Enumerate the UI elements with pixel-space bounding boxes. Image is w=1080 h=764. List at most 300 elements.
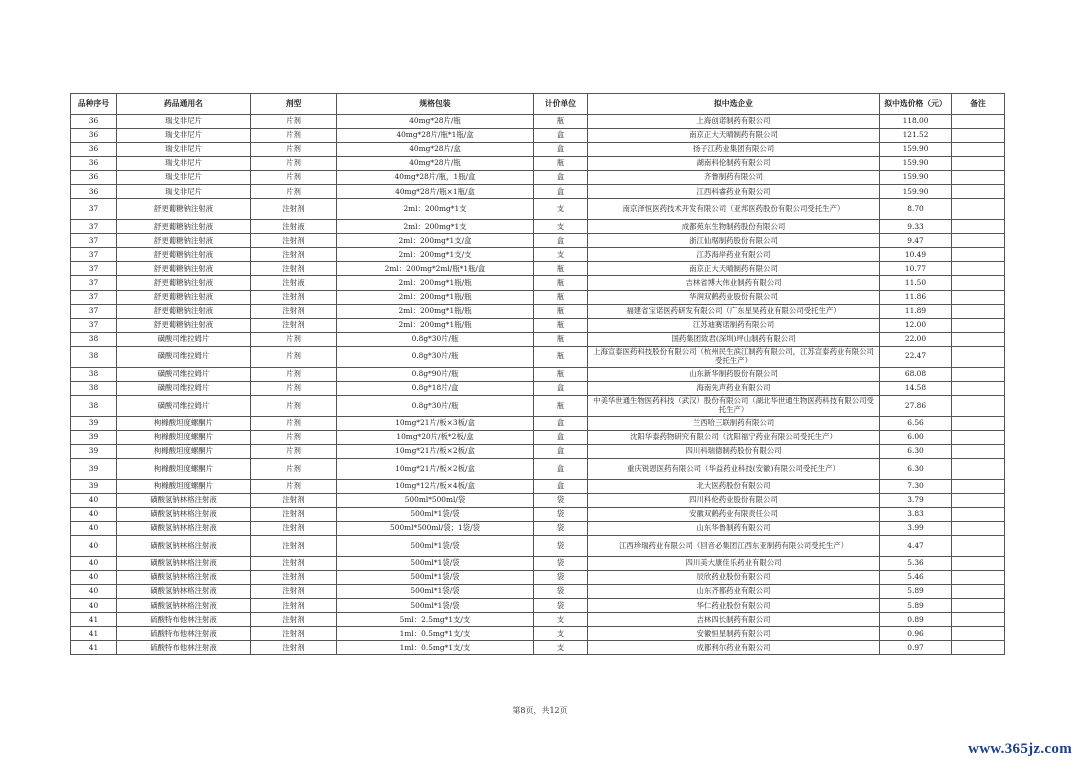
cell-unit: 盒 — [534, 143, 588, 157]
cell-dosage-form: 注射剂 — [251, 599, 337, 613]
cell-remark — [952, 346, 1005, 367]
cell-remark — [952, 129, 1005, 143]
table-row — [71, 508, 1005, 522]
cell-remark — [952, 493, 1005, 507]
cell-drug-name: 枸橼酸坦度螺酮片 — [117, 430, 251, 444]
cell-unit: 瓶 — [534, 290, 588, 304]
cell-drug-name: 硫酸特布他林注射液 — [117, 627, 251, 641]
cell-unit: 盒 — [534, 430, 588, 444]
cell-unit: 瓶 — [534, 276, 588, 290]
cell-serial: 36 — [71, 143, 117, 157]
table-body — [71, 115, 1005, 655]
cell-drug-name: 磺酸氢钠林格注射液 — [117, 585, 251, 599]
cell-price: 159.90 — [880, 143, 952, 157]
cell-dosage-form: 片剂 — [251, 416, 337, 430]
drug-price-table — [70, 93, 1005, 655]
cell-spec-package: 10mg*21片/板×3板/盒 — [337, 416, 534, 430]
cell-remark — [952, 641, 1005, 655]
header-drug-name: 药品通用名 — [117, 94, 251, 115]
cell-dosage-form: 片剂 — [251, 395, 337, 416]
cell-dosage-form: 注射剂 — [251, 557, 337, 571]
table-row — [71, 536, 1005, 557]
cell-price: 10.77 — [880, 262, 952, 276]
cell-remark — [952, 115, 1005, 129]
cell-company: 江苏海岸药业有限公司 — [588, 248, 880, 262]
header-serial: 品种序号 — [71, 94, 117, 115]
cell-unit: 袋 — [534, 508, 588, 522]
cell-spec-package: 40mg*28片/盒 — [337, 143, 534, 157]
cell-spec-package: 40mg*28片/瓶 — [337, 115, 534, 129]
table-row — [71, 143, 1005, 157]
table-row — [71, 627, 1005, 641]
cell-spec-package: 2ml：200mg*1支/盒 — [337, 234, 534, 248]
cell-drug-name: 舒更葡糖钠注射液 — [117, 262, 251, 276]
cell-unit: 支 — [534, 248, 588, 262]
cell-remark — [952, 276, 1005, 290]
cell-drug-name: 硫酸特布他林注射液 — [117, 613, 251, 627]
cell-remark — [952, 444, 1005, 458]
cell-company: 兰西哈三联制药有限公司 — [588, 416, 880, 430]
cell-serial: 37 — [71, 276, 117, 290]
cell-price: 9.33 — [880, 220, 952, 234]
cell-company: 北大医药股份有限公司 — [588, 479, 880, 493]
cell-unit: 盒 — [534, 171, 588, 185]
cell-dosage-form: 注射剂 — [251, 613, 337, 627]
cell-serial: 40 — [71, 557, 117, 571]
cell-company: 山东华鲁制药有限公司 — [588, 522, 880, 536]
cell-dosage-form: 片剂 — [251, 171, 337, 185]
cell-unit: 瓶 — [534, 304, 588, 318]
cell-price: 11.86 — [880, 290, 952, 304]
cell-price: 6.30 — [880, 444, 952, 458]
cell-drug-name: 舒更葡糖钠注射液 — [117, 220, 251, 234]
cell-remark — [952, 157, 1005, 171]
cell-spec-package: 10mg*21片/板×2板/盒 — [337, 444, 534, 458]
cell-company: 福建省宝诺医药研发有限公司（广东星昊药业有限公司受托生产） — [588, 304, 880, 318]
cell-price: 6.56 — [880, 416, 952, 430]
cell-drug-name: 瑞戈非尼片 — [117, 143, 251, 157]
cell-drug-name: 瑞戈非尼片 — [117, 115, 251, 129]
cell-drug-name: 枸橼酸坦度螺酮片 — [117, 458, 251, 479]
cell-company: 华润双鹤药业股份有限公司 — [588, 290, 880, 304]
cell-dosage-form: 注射剂 — [251, 627, 337, 641]
cell-company: 海南先声药业有限公司 — [588, 381, 880, 395]
cell-company: 重庆锐恩医药有限公司（华益药业科技(安徽)有限公司受托生产） — [588, 458, 880, 479]
cell-spec-package: 10mg*21片/板×2板/盒 — [337, 458, 534, 479]
cell-price: 4.47 — [880, 536, 952, 557]
table-row — [71, 234, 1005, 248]
cell-drug-name: 枸橼酸坦度螺酮片 — [117, 444, 251, 458]
cell-drug-name: 磺酸司维拉姆片 — [117, 395, 251, 416]
cell-spec-package: 40mg*28片/瓶*1瓶/盒 — [337, 129, 534, 143]
cell-company: 上海宣泰医药科技股份有限公司（杭州民生滨江制药有限公司，江苏宣泰药业有限公司受托生产） — [588, 346, 880, 367]
cell-price: 6.30 — [880, 458, 952, 479]
cell-serial: 40 — [71, 522, 117, 536]
table-row — [71, 416, 1005, 430]
cell-company: 南京泽恒医药技术开发有限公司（亚邦医药股份有限公司受托生产） — [588, 199, 880, 220]
cell-serial: 36 — [71, 157, 117, 171]
cell-company: 四川美大康佳乐药业有限公司 — [588, 557, 880, 571]
cell-dosage-form: 片剂 — [251, 367, 337, 381]
cell-drug-name: 枸橼酸坦度螺酮片 — [117, 479, 251, 493]
cell-unit: 瓶 — [534, 332, 588, 346]
cell-remark — [952, 522, 1005, 536]
cell-drug-name: 磺酸氢钠林格注射液 — [117, 508, 251, 522]
table-row — [71, 220, 1005, 234]
cell-price: 3.83 — [880, 508, 952, 522]
cell-price: 0.96 — [880, 627, 952, 641]
cell-drug-name: 瑞戈非尼片 — [117, 129, 251, 143]
cell-spec-package: 40mg*28片/瓶 — [337, 157, 534, 171]
cell-dosage-form: 片剂 — [251, 143, 337, 157]
table-row — [71, 129, 1005, 143]
cell-unit: 瓶 — [534, 115, 588, 129]
header-company: 拟中选企业 — [588, 94, 880, 115]
table-row — [71, 262, 1005, 276]
cell-spec-package: 500ml*1袋/袋 — [337, 536, 534, 557]
cell-spec-package: 0.8g*90片/瓶 — [337, 367, 534, 381]
table-row — [71, 585, 1005, 599]
cell-remark — [952, 248, 1005, 262]
cell-spec-package: 10mg*20片/板*2板/盒 — [337, 430, 534, 444]
cell-drug-name: 磺酸氢钠林格注射液 — [117, 599, 251, 613]
cell-remark — [952, 458, 1005, 479]
cell-price: 5.46 — [880, 571, 952, 585]
table-row — [71, 290, 1005, 304]
cell-dosage-form: 注射剂 — [251, 248, 337, 262]
cell-price: 14.58 — [880, 381, 952, 395]
cell-company: 山东新华制药股份有限公司 — [588, 367, 880, 381]
cell-serial: 41 — [71, 641, 117, 655]
cell-remark — [952, 416, 1005, 430]
cell-price: 11.50 — [880, 276, 952, 290]
cell-price: 0.89 — [880, 613, 952, 627]
cell-unit: 瓶 — [534, 262, 588, 276]
cell-remark — [952, 557, 1005, 571]
table-row — [71, 171, 1005, 185]
cell-serial: 36 — [71, 171, 117, 185]
cell-drug-name: 磺酸氢钠林格注射液 — [117, 522, 251, 536]
cell-price: 159.90 — [880, 171, 952, 185]
cell-unit: 盒 — [534, 381, 588, 395]
cell-spec-package: 40mg*28片/瓶，1瓶/盒 — [337, 171, 534, 185]
table-row — [71, 458, 1005, 479]
cell-spec-package: 2ml：200mg*1瓶/瓶 — [337, 276, 534, 290]
cell-remark — [952, 508, 1005, 522]
cell-unit: 袋 — [534, 522, 588, 536]
cell-drug-name: 舒更葡糖钠注射液 — [117, 290, 251, 304]
header-remark: 备注 — [952, 94, 1005, 115]
cell-dosage-form: 注射剂 — [251, 571, 337, 585]
cell-serial: 37 — [71, 304, 117, 318]
cell-serial: 36 — [71, 185, 117, 199]
cell-drug-name: 枸橼酸坦度螺酮片 — [117, 416, 251, 430]
cell-price: 0.97 — [880, 641, 952, 655]
cell-company: 南京正大天晴制药有限公司 — [588, 129, 880, 143]
table-row — [71, 276, 1005, 290]
cell-unit: 袋 — [534, 571, 588, 585]
cell-dosage-form: 注射剂 — [251, 199, 337, 220]
cell-dosage-form: 注射剂 — [251, 536, 337, 557]
cell-remark — [952, 571, 1005, 585]
table-row — [71, 430, 1005, 444]
table-row — [71, 185, 1005, 199]
cell-serial: 37 — [71, 199, 117, 220]
cell-serial: 37 — [71, 318, 117, 332]
cell-dosage-form: 注射剂 — [251, 234, 337, 248]
cell-serial: 41 — [71, 627, 117, 641]
cell-dosage-form: 片剂 — [251, 115, 337, 129]
cell-remark — [952, 262, 1005, 276]
cell-dosage-form: 注射液 — [251, 276, 337, 290]
cell-unit: 瓶 — [534, 395, 588, 416]
cell-dosage-form: 注射液 — [251, 220, 337, 234]
cell-remark — [952, 585, 1005, 599]
cell-price: 3.99 — [880, 522, 952, 536]
cell-price: 10.49 — [880, 248, 952, 262]
table-row — [71, 641, 1005, 655]
cell-company: 上海创诺制药有限公司 — [588, 115, 880, 129]
cell-company: 中美华世通生物医药科技（武汉）股份有限公司（湖北华世通生物医药科技有限公司受托生产） — [588, 395, 880, 416]
cell-spec-package: 2ml：200mg*1瓶/瓶 — [337, 290, 534, 304]
cell-price: 3.79 — [880, 493, 952, 507]
cell-unit: 支 — [534, 613, 588, 627]
table-row — [71, 522, 1005, 536]
cell-serial: 38 — [71, 346, 117, 367]
cell-unit: 盒 — [534, 458, 588, 479]
cell-dosage-form: 注射剂 — [251, 304, 337, 318]
cell-company: 江西珍瑞药业有限公司（回音必集团江西东亚制药有限公司受托生产） — [588, 536, 880, 557]
cell-unit: 盒 — [534, 416, 588, 430]
header-price: 拟中选价格（元） — [880, 94, 952, 115]
cell-company: 四川科伦药业股份有限公司 — [588, 493, 880, 507]
cell-spec-package: 500ml*500ml/袋；1袋/袋 — [337, 522, 534, 536]
cell-drug-name: 磺酸氢钠林格注射液 — [117, 536, 251, 557]
cell-serial: 38 — [71, 395, 117, 416]
cell-company: 吉林省博大伟业制药有限公司 — [588, 276, 880, 290]
cell-drug-name: 舒更葡糖钠注射液 — [117, 276, 251, 290]
cell-serial: 39 — [71, 479, 117, 493]
cell-dosage-form: 注射剂 — [251, 641, 337, 655]
table-row — [71, 557, 1005, 571]
cell-remark — [952, 367, 1005, 381]
cell-remark — [952, 613, 1005, 627]
cell-serial: 38 — [71, 367, 117, 381]
cell-price: 11.89 — [880, 304, 952, 318]
watermark: www.365jz.com — [968, 741, 1072, 757]
cell-drug-name: 瑞戈非尼片 — [117, 185, 251, 199]
cell-serial: 36 — [71, 115, 117, 129]
cell-drug-name: 磺酸司维拉姆片 — [117, 346, 251, 367]
table-row — [71, 157, 1005, 171]
cell-remark — [952, 479, 1005, 493]
cell-serial: 37 — [71, 234, 117, 248]
cell-serial: 40 — [71, 508, 117, 522]
cell-remark — [952, 220, 1005, 234]
cell-price: 118.00 — [880, 115, 952, 129]
table-row — [71, 571, 1005, 585]
cell-price: 8.70 — [880, 199, 952, 220]
cell-dosage-form: 注射剂 — [251, 318, 337, 332]
cell-dosage-form: 片剂 — [251, 430, 337, 444]
cell-company: 沈阳华泰药物研究有限公司（沈阳福宁药业有限公司受托生产） — [588, 430, 880, 444]
cell-drug-name: 磺酸司维拉姆片 — [117, 367, 251, 381]
cell-company: 齐鲁制药有限公司 — [588, 171, 880, 185]
cell-dosage-form: 片剂 — [251, 332, 337, 346]
cell-spec-package: 500ml*1袋/袋 — [337, 585, 534, 599]
cell-serial: 38 — [71, 332, 117, 346]
cell-spec-package: 0.8g*30片/瓶 — [337, 395, 534, 416]
cell-unit: 袋 — [534, 536, 588, 557]
cell-company: 江西科睿药业有限公司 — [588, 185, 880, 199]
cell-serial: 39 — [71, 430, 117, 444]
cell-company: 浙江仙琚制药股份有限公司 — [588, 234, 880, 248]
cell-unit: 袋 — [534, 493, 588, 507]
cell-dosage-form: 片剂 — [251, 157, 337, 171]
cell-price: 5.89 — [880, 585, 952, 599]
cell-price: 12.00 — [880, 318, 952, 332]
cell-drug-name: 磺酸司维拉姆片 — [117, 332, 251, 346]
cell-remark — [952, 381, 1005, 395]
table-row — [71, 318, 1005, 332]
cell-drug-name: 舒更葡糖钠注射液 — [117, 199, 251, 220]
cell-spec-package: 2ml：200mg*1支 — [337, 220, 534, 234]
table-row — [71, 613, 1005, 627]
cell-spec-package: 500ml*1袋/袋 — [337, 557, 534, 571]
cell-drug-name: 舒更葡糖钠注射液 — [117, 318, 251, 332]
table-row — [71, 381, 1005, 395]
header-dosage-form: 剂型 — [251, 94, 337, 115]
cell-price: 5.89 — [880, 599, 952, 613]
cell-price: 9.47 — [880, 234, 952, 248]
cell-dosage-form: 片剂 — [251, 381, 337, 395]
cell-serial: 40 — [71, 599, 117, 613]
cell-price: 68.08 — [880, 367, 952, 381]
cell-dosage-form: 注射剂 — [251, 493, 337, 507]
table-row — [71, 248, 1005, 262]
cell-drug-name: 舒更葡糖钠注射液 — [117, 234, 251, 248]
cell-dosage-form: 片剂 — [251, 444, 337, 458]
cell-unit: 盒 — [534, 479, 588, 493]
cell-spec-package: 0.8g*18片/盒 — [337, 381, 534, 395]
cell-dosage-form: 注射剂 — [251, 290, 337, 304]
cell-price: 7.30 — [880, 479, 952, 493]
cell-company: 南京正大天晴制药有限公司 — [588, 262, 880, 276]
cell-remark — [952, 143, 1005, 157]
cell-price: 27.86 — [880, 395, 952, 416]
table-row — [71, 493, 1005, 507]
cell-remark — [952, 430, 1005, 444]
cell-remark — [952, 290, 1005, 304]
cell-unit: 瓶 — [534, 157, 588, 171]
cell-company: 扬子江药业集团有限公司 — [588, 143, 880, 157]
cell-drug-name: 硫酸特布他林注射液 — [117, 641, 251, 655]
table-row — [71, 367, 1005, 381]
header-unit: 计价单位 — [534, 94, 588, 115]
cell-dosage-form: 注射剂 — [251, 585, 337, 599]
cell-spec-package: 0.8g*30片/瓶 — [337, 346, 534, 367]
table-row — [71, 479, 1005, 493]
cell-dosage-form: 注射剂 — [251, 522, 337, 536]
cell-unit: 支 — [534, 627, 588, 641]
cell-company: 华仁药业股份有限公司 — [588, 599, 880, 613]
cell-dosage-form: 注射剂 — [251, 508, 337, 522]
cell-remark — [952, 304, 1005, 318]
cell-spec-package: 2ml：200mg*1支 — [337, 199, 534, 220]
cell-company: 山东齐都药业有限公司 — [588, 585, 880, 599]
cell-serial: 37 — [71, 262, 117, 276]
cell-unit: 袋 — [534, 557, 588, 571]
cell-company: 成都利尔药业有限公司 — [588, 641, 880, 655]
table-row — [71, 444, 1005, 458]
cell-serial: 39 — [71, 458, 117, 479]
cell-remark — [952, 318, 1005, 332]
cell-spec-package: 5ml：2.5mg*1支/支 — [337, 613, 534, 627]
cell-remark — [952, 171, 1005, 185]
cell-remark — [952, 599, 1005, 613]
cell-dosage-form: 片剂 — [251, 479, 337, 493]
cell-unit: 盒 — [534, 185, 588, 199]
cell-serial: 37 — [71, 220, 117, 234]
cell-company: 国药集团致君(深圳)坪山制药有限公司 — [588, 332, 880, 346]
cell-unit: 支 — [534, 199, 588, 220]
cell-spec-package: 40mg*28片/瓶×1瓶/盒 — [337, 185, 534, 199]
cell-remark — [952, 185, 1005, 199]
cell-dosage-form: 注射剂 — [251, 262, 337, 276]
cell-spec-package: 2ml：200mg*2ml/瓶*1瓶/盒 — [337, 262, 534, 276]
cell-drug-name: 磺酸司维拉姆片 — [117, 381, 251, 395]
cell-drug-name: 瑞戈非尼片 — [117, 157, 251, 171]
cell-serial: 40 — [71, 571, 117, 585]
cell-drug-name: 舒更葡糖钠注射液 — [117, 304, 251, 318]
cell-company: 吉林四长制药有限公司 — [588, 613, 880, 627]
cell-drug-name: 瑞戈非尼片 — [117, 171, 251, 185]
cell-unit: 支 — [534, 641, 588, 655]
cell-drug-name: 磺酸氢钠林格注射液 — [117, 571, 251, 585]
cell-serial: 39 — [71, 444, 117, 458]
cell-spec-package: 2ml：200mg*1支/支 — [337, 248, 534, 262]
table-row — [71, 115, 1005, 129]
table-row — [71, 332, 1005, 346]
cell-serial: 41 — [71, 613, 117, 627]
cell-serial: 39 — [71, 416, 117, 430]
cell-serial: 37 — [71, 248, 117, 262]
cell-unit: 袋 — [534, 599, 588, 613]
cell-company: 湖南科伦制药有限公司 — [588, 157, 880, 171]
cell-spec-package: 2ml：200mg*1瓶/瓶 — [337, 318, 534, 332]
table-row — [71, 304, 1005, 318]
cell-unit: 瓶 — [534, 346, 588, 367]
cell-dosage-form: 片剂 — [251, 458, 337, 479]
cell-company: 辰欣药业股份有限公司 — [588, 571, 880, 585]
cell-remark — [952, 199, 1005, 220]
cell-serial: 40 — [71, 536, 117, 557]
header-spec-package: 规格包装 — [337, 94, 534, 115]
cell-company: 安徽双鹤药业有限责任公司 — [588, 508, 880, 522]
cell-spec-package: 2ml：200mg*1瓶/瓶 — [337, 304, 534, 318]
cell-serial: 36 — [71, 129, 117, 143]
cell-company: 四川科瑞德制药股份有限公司 — [588, 444, 880, 458]
cell-spec-package: 500ml*1袋/袋 — [337, 571, 534, 585]
cell-price: 5.36 — [880, 557, 952, 571]
cell-spec-package: 10mg*12片/板×4板/盒 — [337, 479, 534, 493]
cell-price: 159.90 — [880, 185, 952, 199]
table-row — [71, 599, 1005, 613]
cell-serial: 40 — [71, 585, 117, 599]
cell-remark — [952, 395, 1005, 416]
cell-unit: 盒 — [534, 234, 588, 248]
cell-company: 江苏迪赛诺制药有限公司 — [588, 318, 880, 332]
